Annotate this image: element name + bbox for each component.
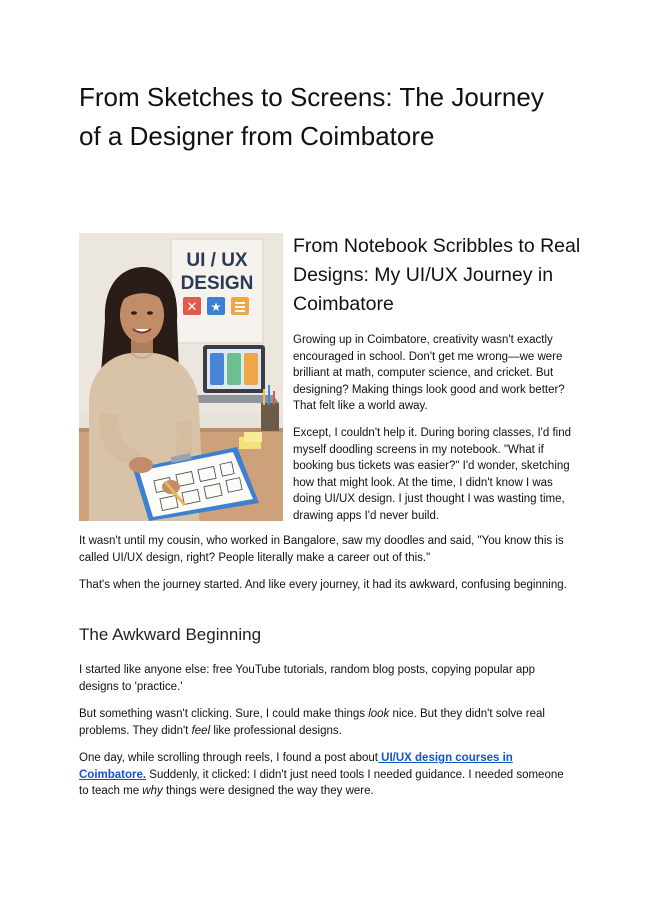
svg-text:✕: ✕ bbox=[186, 300, 198, 315]
emphasis-look: look bbox=[368, 708, 390, 720]
paragraph-guidance bbox=[79, 750, 574, 800]
text-run: nice. But they didn't solve real problems. They didn't bbox=[79, 708, 545, 737]
paragraph-tutorials: I started like anyone else: free YouTube tutorials, random blog posts, copying popular app designs to 'practice.' bbox=[79, 664, 536, 693]
paragraph-journey-start: That's when the journey started. And like every journey, it had its awkward, confusing beginning. bbox=[79, 579, 567, 591]
text-run: Suddenly, it clicked: I didn't just need tools I needed guidance. I needed someone to teach me bbox=[79, 768, 564, 797]
emphasis-why: why bbox=[142, 785, 163, 797]
text-run: One day, while scrolling through reels, I found a post about bbox=[79, 752, 378, 764]
text-run: things were designed the way they were. bbox=[162, 785, 374, 797]
ui-ux-courses-link[interactable]: UI/UX design courses in Coimbatore. bbox=[79, 752, 513, 781]
paragraph-cousin: It wasn't until my cousin, who worked in Bangalore, saw my doodles and said, "You know this is called UI/UX design, right? People literally make a career out of this." bbox=[79, 535, 564, 564]
text-run: like professional designs. bbox=[210, 724, 342, 737]
poster-line1: UI / UX bbox=[186, 250, 248, 271]
article-subtitle: From Notebook Scribbles to Real Designs: My UI/UX Journey in Coimbatore bbox=[293, 235, 581, 315]
designer-photo bbox=[79, 233, 283, 521]
emphasis-feel: feel bbox=[191, 724, 211, 737]
ui-ux-design-poster bbox=[171, 239, 263, 343]
paragraph-not-clicking bbox=[79, 706, 574, 739]
paragraph-doodling: Except, I couldn't help it. During boring classes, I'd find myself doodling screens in my notebook. "What if booking bus tickets was easier?" I'd wonder, sketching how that might look. At the time, I didn't know I was doing UI/UX design. I just thought I was wasting time, drawing apps I'd never build. bbox=[293, 427, 571, 522]
text-run: But something wasn't clicking. Sure, I could make things bbox=[79, 708, 369, 720]
section-heading: The Awkward Beginning bbox=[79, 625, 262, 644]
svg-text:★: ★ bbox=[210, 300, 222, 314]
paragraph-growing-up: Growing up in Coimbatore, creativity wasn't exactly encouraged in school. Don't get me wrong—we were brilliant at math, computer science, and cricket. But designing? Making things look good and work better? That felt like a world away. bbox=[293, 334, 565, 412]
article-title: From Sketches to Screens: The Journey of a Designer from Coimbatore bbox=[79, 82, 544, 151]
poster-line2: DESIGN bbox=[180, 273, 254, 294]
